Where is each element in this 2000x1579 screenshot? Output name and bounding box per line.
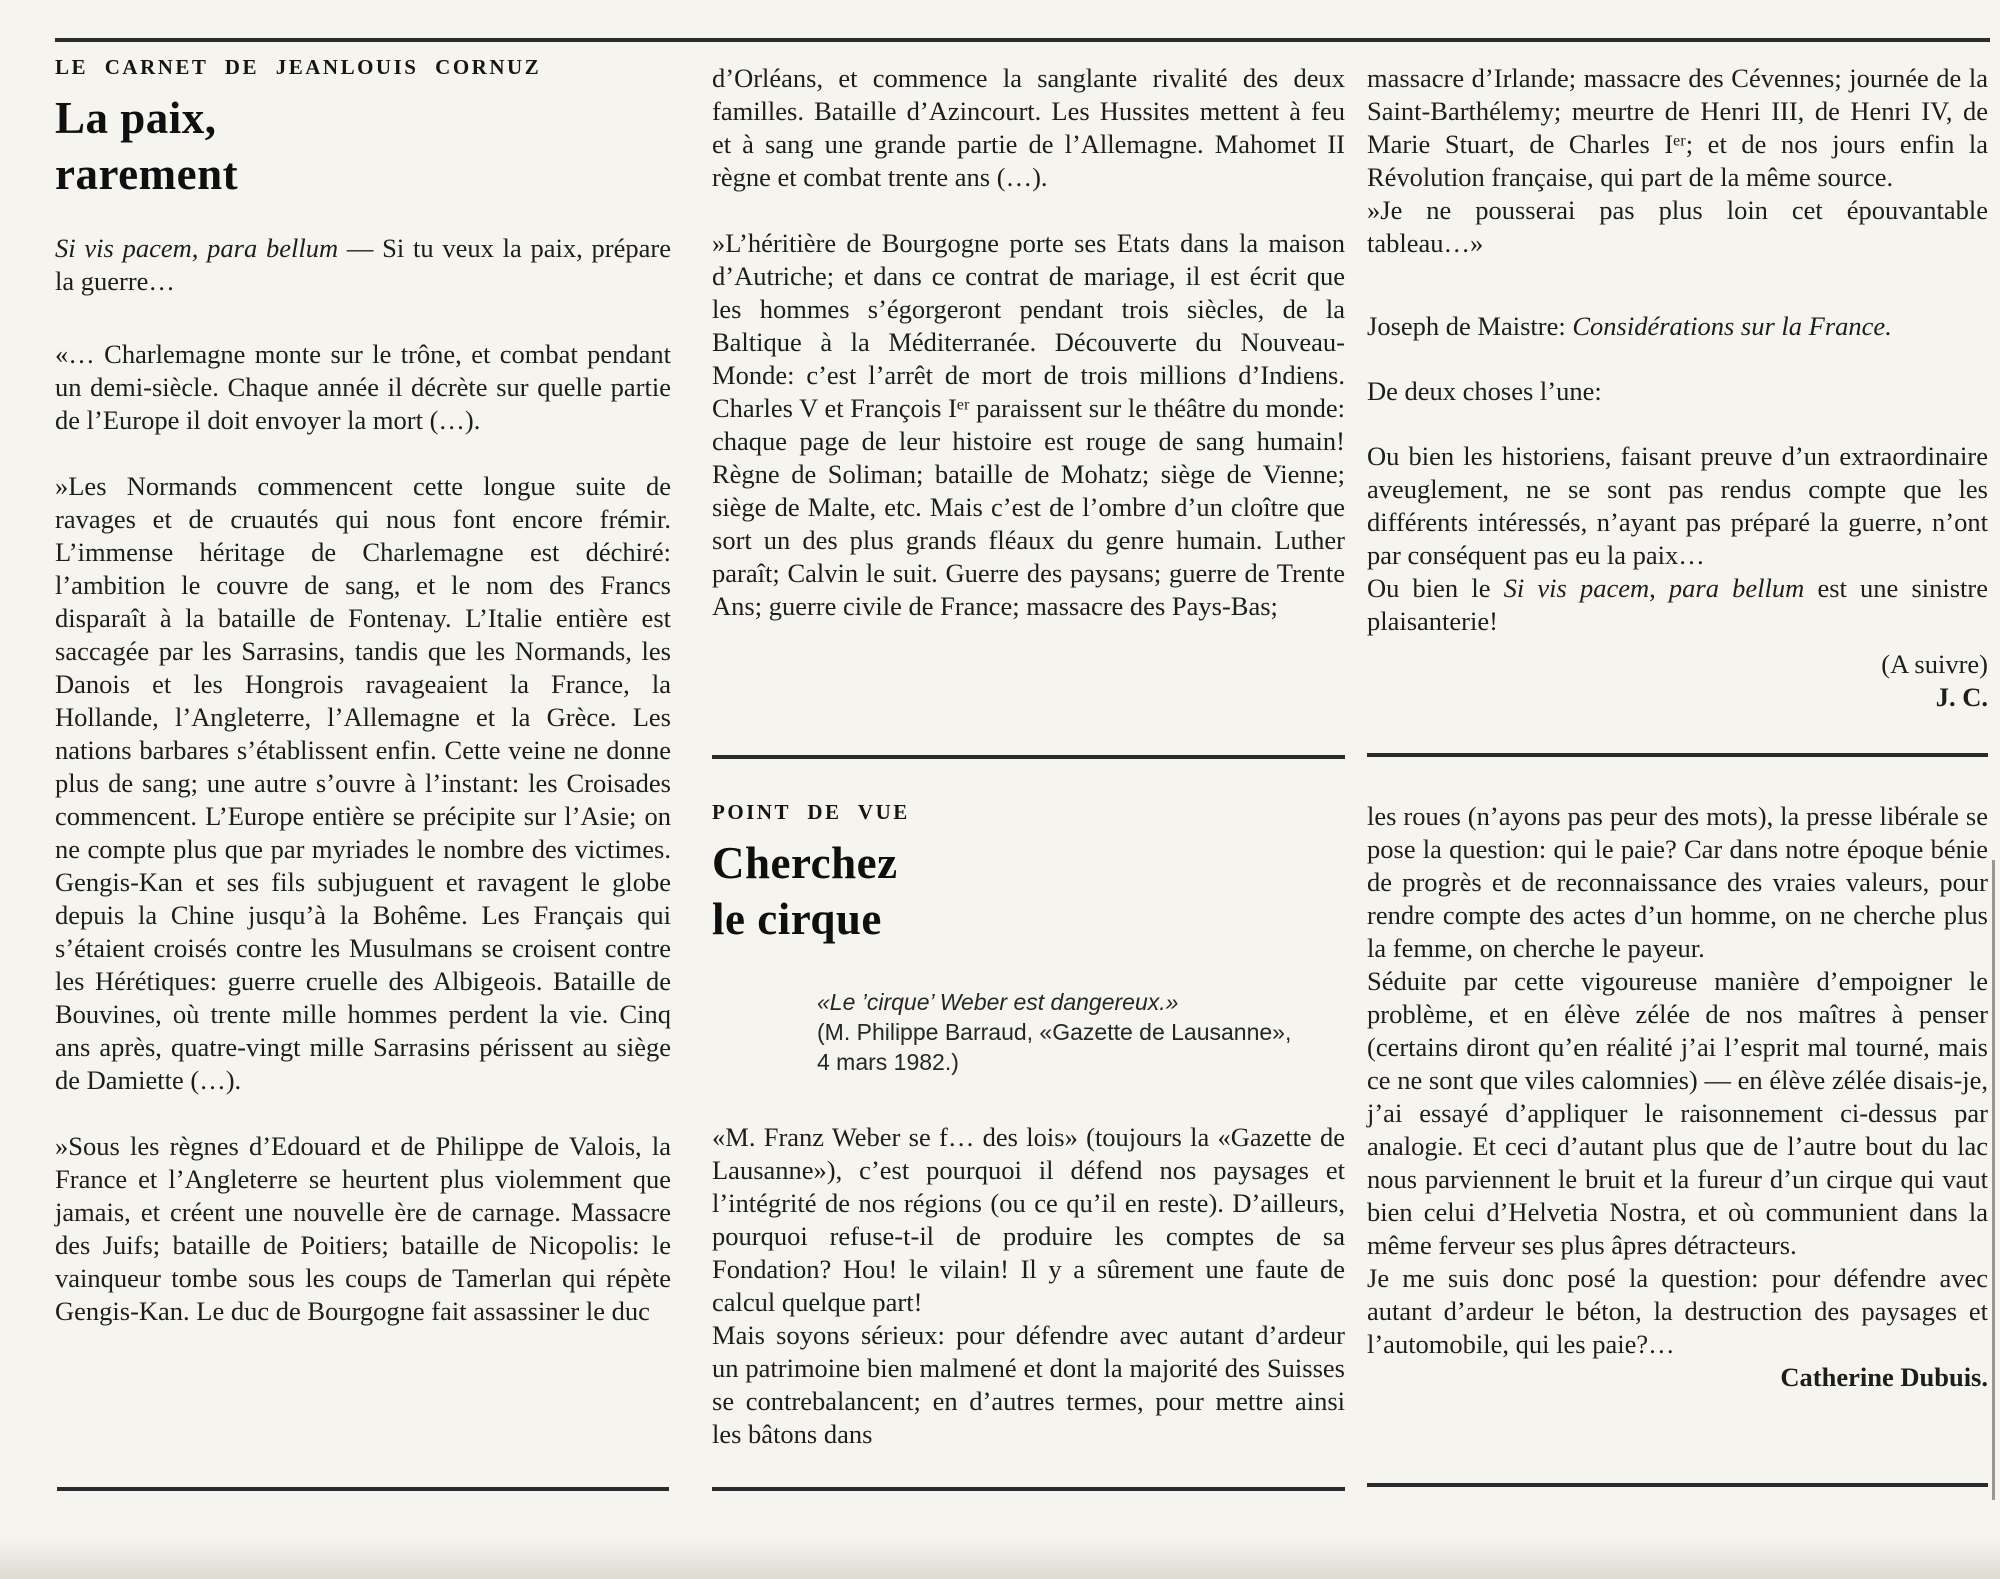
paix-dilemma-first: Ou bien les historiens, faisant preuve d’un extraordinaire aveuglement, ne se sont pas rendus compte que les différents intéressés, n’ayant pas préparé la guerre, n’ont par conséquent pas eu la paix… <box>1367 441 1988 570</box>
paix-paragraph-edouard: »Sous les règnes d’Edouard et de Philippe de Valois, la France et l’Angleterre se heurtent plus violemment que jamais, et créent une nouvelle ère de carnage. Massacre des Juifs; bataille de Poitiers; bataille de Nicopolis: le vainqueur tombe sous les coups de Tamerlan qui répète Gengis-Kan. Le duc de Bourgogne fait assassiner le duc <box>55 1131 671 1326</box>
column-right-bottom <box>1367 800 1988 1394</box>
column-right-top <box>1367 62 1988 714</box>
cirque-epigraph-source-line1: (M. Philippe Barraud, «Gazette de Lausanne», <box>817 1019 1292 1045</box>
right-section-rule <box>1367 753 1988 757</box>
cirque-epigraph-source-line2: 4 mars 1982.) <box>817 1049 959 1075</box>
page-edge-line <box>1992 860 1995 1500</box>
paix-to-be-continued: (A suivre) <box>1881 649 1988 679</box>
cirque-headline-line1: Cherchez <box>712 838 898 888</box>
paix-attribution-work: Considérations sur la France. <box>1572 311 1892 341</box>
paix-paragraph-normands: »Les Normands commencent cette longue suite de ravages et de cruautés qui nous font encore frémir. L’immense héritage de Charlemagne est déchiré: l’ambition le couvre de sang, et le nom des Francs disparaît à la bataille de Fontenay. L’Italie entière est saccagée par les Sarrasins, tandis que les Normands, les Danois et les Hongrois ravageaient la France, la Hollande, l’Angleterre, l’Allemagne et la Grèce. Les nations barbares s’établissent enfin. Cette veine ne donne plus de sang; une autre s’ouvre à l’instant: les Croisades commencent. L’Europe entière se précipite sur l’Asie; on ne compte plus que par myriades le nombre des victimes. Gengis-Kan et ses fils subjuguent et ravagent le globe depuis la Chine jusqu’à la Bohême. Les Français qui s’étaient croisés contre les Musulmans se croisent contre les Hérétiques: guerre cruelle des Albigeois. Bataille de Bouvines, où trente mille hommes perdent la vie. Cinq ans après, quatre-vingt mille Sarrasins périssent au siège de Damiette (…). <box>55 471 671 1095</box>
carnet-kicker: LE CARNET DE JEANLOUIS CORNUZ <box>55 55 542 79</box>
bottom-rule-right <box>1367 1483 1988 1487</box>
paix-headline-line2: rarement <box>55 149 239 199</box>
column-middle-top <box>712 62 1345 623</box>
paix-attribution <box>1367 310 1988 343</box>
middle-section-rule <box>712 755 1345 759</box>
point-de-vue-kicker: POINT DE VUE <box>712 800 910 824</box>
scan-grain <box>0 1537 2000 1579</box>
cirque-paragraph-weber: «M. Franz Weber se f… des lois» (toujours la «Gazette de Lausanne»), c’est pourquoi il défend nos paysages et l’intégrité de nos régions (ou ce qu’il en reste). D’ailleurs, pourquoi refuse-t-il de produire les comptes de sa Fondation? Hou! le vilain! Il y a sûrement une faute de calcul quelque part! <box>712 1122 1345 1317</box>
column-middle-bottom <box>712 800 1345 1451</box>
paix-paragraph-charlemagne: «… Charlemagne monte sur le trône, et combat pendant un demi-siècle. Chaque année il décrète sur quelle partie de l’Europe il doit envoyer la mort (…). <box>55 339 671 435</box>
cirque-paragraph-roues: les roues (n’ayons pas peur des mots), la presse libérale se pose la question: qui le paie? Car dans notre époque bénie de progrès et de reconnaissance des vraies valeurs, pour rendre compte des actes d’un homme, on ne cherche plus la femme, on cherche le payeur. <box>1367 801 1988 963</box>
paix-paragraph-irlande: massacre d’Irlande; massacre des Cévennes; journée de la Saint-Barthélemy; meurtre de Henri III, de Henri IV, de Marie Stuart, de Charles Iᵉʳ; et de nos jours enfin la Révolution française, qui part de la même source. <box>1367 63 1988 192</box>
paix-headline <box>55 90 671 202</box>
paix-dilemma-second <box>1367 572 1988 638</box>
paix-paragraph-orleans: d’Orléans, et commence la sanglante rivalité des deux familles. Bataille d’Azincourt. Les Hussites mettent à feu et à sang une grande partie de l’Allemagne. Mahomet II règne et combat trente ans (…). <box>712 63 1345 192</box>
paix-epigraph-latin: Si vis pacem, para bellum <box>55 233 339 263</box>
cirque-signature: Catherine Dubuis. <box>1780 1362 1988 1392</box>
paix-epigraph <box>55 232 671 298</box>
column-left <box>55 55 671 1328</box>
top-rule <box>55 38 1990 42</box>
bottom-rule-left <box>57 1487 669 1491</box>
paix-paragraph-tableau: »Je ne pousserai pas plus loin cet épouvantable tableau…» <box>1367 195 1988 258</box>
paix-dilemma-second-latin: Si vis pacem, para bellum <box>1503 573 1805 603</box>
cirque-epigraph-quote: «Le ’cirque’ Weber est dangereux.» <box>817 989 1179 1015</box>
paix-paragraph-heritiere: »L’héritière de Bourgogne porte ses Etats dans la maison d’Autriche; et dans ce contrat de mariage, il est écrit que les hommes s’égorgeront pendant trois siècles, de la Baltique à la Méditerranée. Découverte du Nouveau-Monde: c’est l’arrêt de mort de trois millions d’Indiens. Charles V et François Iᵉʳ paraissent sur le théâtre du monde: chaque page de leur histoire est rouge de sang humain! Règne de Soliman; bataille de Mohatz; siège de Vienne; siège de Malte, etc. Mais c’est de l’ombre d’un cloître que sort un des plus grands fléaux du genre humain. Luther paraît; Calvin le suit. Guerre des paysans; guerre de Trente Ans; guerre civile de France; massacre des Pays-Bas; <box>712 228 1345 621</box>
cirque-epigraph <box>817 987 1345 1077</box>
cirque-paragraph-serieux: Mais soyons sérieux: pour défendre avec autant d’ardeur un patrimoine bien malmené et dont la majorité des Suisses se contrebalancent; en d’autres termes, pour mettre ainsi les bâtons dans <box>712 1320 1345 1449</box>
cirque-headline-line2: le cirque <box>712 894 882 944</box>
paix-dilemma-second-post: est une sinistre plaisanterie! <box>1367 573 1989 636</box>
cirque-headline <box>712 835 1345 947</box>
paix-dilemma-second-pre: Ou bien le <box>1367 573 1504 603</box>
paix-epigraph-translation: — Si tu veux la paix, prépare la guerre… <box>55 233 671 296</box>
paix-signature: J. C. <box>1935 682 1988 712</box>
bottom-rule-middle <box>712 1487 1345 1491</box>
cirque-paragraph-question: Je me suis donc posé la question: pour défendre avec autant d’ardeur le béton, la destruction des paysages et l’automobile, qui les paie?… <box>1367 1263 1988 1359</box>
paix-dilemma-intro: De deux choses l’une: <box>1367 376 1602 406</box>
cirque-paragraph-seduite: Séduite par cette vigoureuse manière d’empoigner le problème, et en élève zélée de nos maîtres à penser (certains diront qu’en réalité j’ai l’esprit mal tourné, mais ce ne sont que viles calomnies) — en élève zélée disais-je, j’ai essayé d’appliquer le raisonnement ci-dessus par analogie. Et ceci d’autant plus que de l’autre bout du lac nous parviennent le bruit et la fureur d’un cirque qui vaut bien celui d’Helvetia Nostra, et où communient dans la même ferveur ses plus âpres détracteurs. <box>1367 966 1988 1260</box>
paix-headline-line1: La paix, <box>55 93 217 143</box>
paix-attribution-author: Joseph de Maistre: <box>1367 311 1573 341</box>
